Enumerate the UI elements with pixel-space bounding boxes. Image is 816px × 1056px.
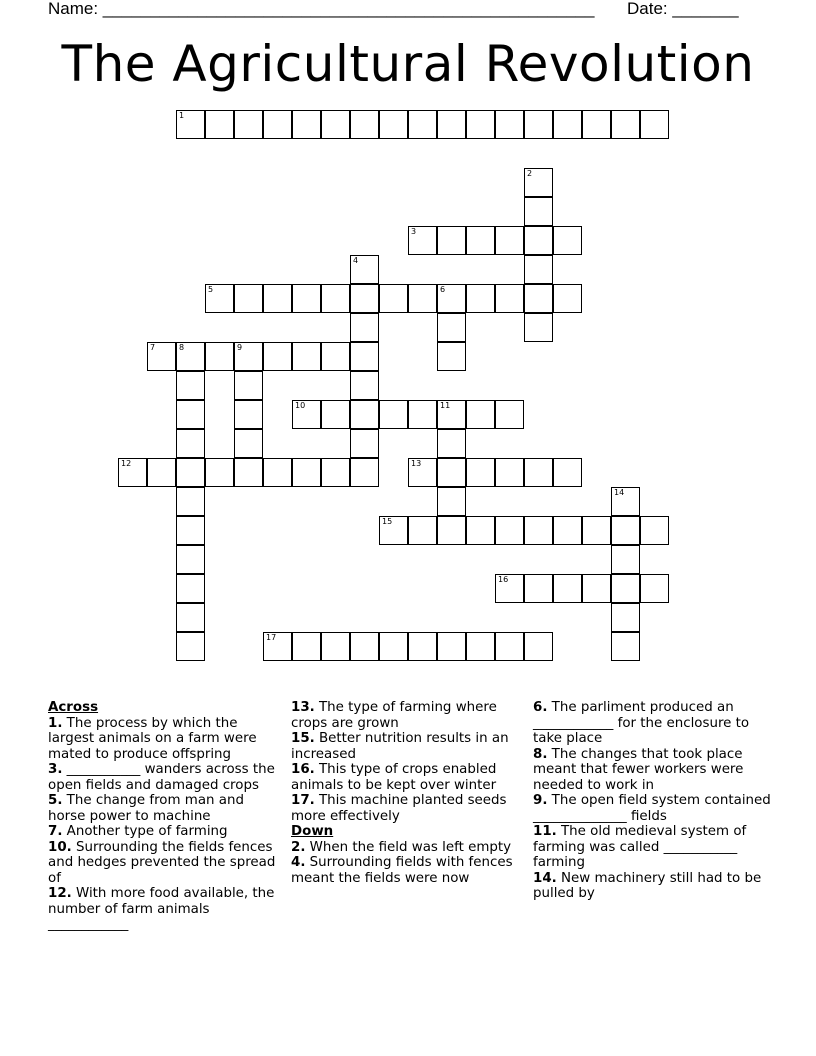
clue-number: 10. — [48, 839, 72, 855]
grid-cell[interactable] — [234, 110, 263, 139]
grid-cell[interactable] — [611, 603, 640, 632]
clue-number: 2. — [291, 839, 306, 855]
clue-number: 4. — [291, 855, 306, 870]
date-line[interactable]: Date: _______ — [627, 0, 739, 18]
cell-number: 8 — [179, 343, 185, 352]
grid-cell[interactable] — [176, 400, 205, 429]
grid-cell[interactable] — [524, 632, 553, 661]
clue-across-17 — [291, 793, 521, 824]
grid-cell[interactable] — [350, 284, 379, 313]
cell-number: 15 — [382, 517, 393, 526]
cell-number: 1 — [179, 111, 185, 120]
grid-cell[interactable] — [176, 632, 205, 661]
grid-cell[interactable] — [582, 110, 611, 139]
clue-number: 12. — [48, 886, 72, 901]
grid-cell[interactable] — [176, 429, 205, 458]
grid-cell[interactable] — [350, 342, 379, 371]
grid-cell[interactable] — [495, 284, 524, 313]
clue-text: Another type of farming — [66, 824, 228, 839]
grid-cell[interactable] — [524, 313, 553, 342]
clue-number: 1. — [48, 715, 63, 731]
clue-text: Better nutrition results in an increased — [291, 731, 509, 762]
grid-cell[interactable] — [263, 110, 292, 139]
grid-cell[interactable] — [321, 110, 350, 139]
cell-number: 17 — [266, 633, 277, 642]
name-line[interactable]: Name: ____________________________________________________ — [48, 0, 595, 18]
grid-cell[interactable] — [437, 284, 466, 313]
grid-cell[interactable] — [234, 371, 263, 400]
cell-number: 10 — [295, 401, 306, 410]
grid-cell[interactable] — [176, 487, 205, 516]
clue-number: 13. — [291, 700, 315, 715]
grid-cell[interactable] — [437, 110, 466, 139]
grid-cell[interactable] — [263, 284, 292, 313]
clue-number: 16. — [291, 762, 315, 777]
grid-cell[interactable] — [176, 371, 205, 400]
grid-cell[interactable] — [437, 429, 466, 458]
grid-cell[interactable] — [640, 110, 669, 139]
grid-cell[interactable] — [321, 632, 350, 661]
grid-cell[interactable] — [495, 400, 524, 429]
grid-cell[interactable] — [466, 226, 495, 255]
cell-number: 13 — [411, 459, 422, 468]
clue-text: The open field system contained ______________ fields — [533, 793, 771, 824]
grid-cell[interactable] — [234, 400, 263, 429]
clue-text: This type of crops enabled animals to be kept over winter — [291, 762, 497, 793]
grid-cell[interactable] — [437, 458, 466, 487]
cell-number: 6 — [440, 285, 446, 294]
grid-cell[interactable] — [408, 284, 437, 313]
grid-cell[interactable] — [437, 226, 466, 255]
grid-cell[interactable] — [582, 574, 611, 603]
grid-cell[interactable] — [466, 516, 495, 545]
grid-cell[interactable] — [611, 487, 640, 516]
clue-across-16 — [291, 762, 521, 793]
grid-cell[interactable] — [176, 342, 205, 371]
grid-cell[interactable] — [553, 516, 582, 545]
grid-cell[interactable] — [263, 632, 292, 661]
grid-cell[interactable] — [640, 516, 669, 545]
grid-cell[interactable] — [379, 632, 408, 661]
grid-cell[interactable] — [524, 197, 553, 226]
clue-text: The old medieval system of farming was called ___________ farming — [533, 824, 747, 870]
grid-cell[interactable] — [611, 516, 640, 545]
clue-number: 6. — [533, 700, 548, 715]
clue-number: 15. — [291, 731, 315, 746]
grid-cell[interactable] — [379, 400, 408, 429]
grid-cell[interactable] — [495, 516, 524, 545]
grid-cell[interactable] — [321, 400, 350, 429]
clue-down-4 — [291, 855, 521, 886]
grid-cell[interactable] — [292, 458, 321, 487]
grid-cell[interactable] — [495, 110, 524, 139]
grid-cell[interactable] — [524, 255, 553, 284]
grid-cell[interactable] — [437, 487, 466, 516]
clue-number: 11. — [533, 824, 557, 839]
grid-cell[interactable] — [611, 632, 640, 661]
grid-cell[interactable] — [263, 458, 292, 487]
grid-cell[interactable] — [176, 574, 205, 603]
clue-across-12 — [48, 886, 283, 933]
grid-cell[interactable] — [379, 284, 408, 313]
grid-cell[interactable] — [611, 574, 640, 603]
clue-number: 7. — [48, 824, 63, 839]
grid-cell[interactable] — [350, 400, 379, 429]
grid-cell[interactable] — [582, 516, 611, 545]
grid-cell[interactable] — [640, 574, 669, 603]
grid-cell[interactable] — [524, 110, 553, 139]
clue-text: The changes that took place meant that fewer workers were needed to work in — [533, 746, 744, 793]
clue-down-2 — [291, 840, 521, 856]
grid-cell[interactable] — [234, 458, 263, 487]
grid-cell[interactable] — [408, 632, 437, 661]
grid-cell[interactable] — [350, 255, 379, 284]
cell-number: 12 — [121, 459, 132, 468]
clue-text: The process by which the largest animals on a farm were mated to produce offspring — [48, 715, 257, 762]
grid-cell[interactable] — [350, 632, 379, 661]
grid-cell[interactable] — [437, 342, 466, 371]
grid-cell[interactable] — [292, 632, 321, 661]
grid-cell[interactable] — [553, 458, 582, 487]
grid-cell[interactable] — [321, 458, 350, 487]
grid-cell[interactable] — [263, 342, 292, 371]
cell-number: 4 — [353, 256, 359, 265]
grid-cell[interactable] — [350, 110, 379, 139]
grid-cell[interactable] — [234, 284, 263, 313]
clue-across-15 — [291, 731, 521, 762]
clue-across-10 — [48, 840, 283, 887]
grid-cell[interactable] — [466, 400, 495, 429]
grid-cell[interactable] — [437, 313, 466, 342]
clue-number: 17. — [291, 793, 315, 808]
grid-cell[interactable] — [495, 632, 524, 661]
grid-cell[interactable] — [408, 226, 437, 255]
grid-cell[interactable] — [350, 371, 379, 400]
grid-cell[interactable] — [437, 400, 466, 429]
clue-text: Surrounding the fields fences and hedges prevented the spread of — [48, 839, 276, 886]
clue-across-13 — [291, 700, 521, 731]
cell-number: 11 — [440, 401, 451, 410]
grid-cell[interactable] — [466, 458, 495, 487]
grid-cell[interactable] — [553, 226, 582, 255]
grid-cell[interactable] — [408, 400, 437, 429]
clue-number: 8. — [533, 746, 548, 762]
grid-cell[interactable] — [292, 110, 321, 139]
grid-cell[interactable] — [292, 284, 321, 313]
grid-cell[interactable] — [495, 226, 524, 255]
grid-cell[interactable] — [437, 516, 466, 545]
grid-cell[interactable] — [234, 342, 263, 371]
grid-cell[interactable] — [524, 226, 553, 255]
cell-number: 14 — [614, 488, 625, 497]
grid-cell[interactable] — [524, 458, 553, 487]
cell-number: 16 — [498, 575, 509, 584]
clue-text: ___________ wanders across the open fields and damaged crops — [48, 762, 275, 793]
clue-text: The parliment produced an ____________ for the enclosure to take place — [533, 700, 750, 746]
grid-cell[interactable] — [466, 632, 495, 661]
grid-cell[interactable] — [524, 516, 553, 545]
grid-cell[interactable] — [118, 458, 147, 487]
grid-cell[interactable] — [234, 429, 263, 458]
grid-cell[interactable] — [350, 458, 379, 487]
grid-cell[interactable] — [147, 342, 176, 371]
clue-number: 14. — [533, 870, 557, 886]
page-title: The Agricultural Revolution — [61, 35, 755, 93]
clue-down-14 — [533, 871, 773, 902]
grid-cell[interactable] — [524, 284, 553, 313]
clue-text: The change from man and horse power to machine — [48, 793, 244, 824]
grid-cell[interactable] — [495, 458, 524, 487]
cell-number: 7 — [150, 343, 156, 352]
grid-cell[interactable] — [176, 458, 205, 487]
grid-cell[interactable] — [611, 545, 640, 574]
grid-cell[interactable] — [321, 342, 350, 371]
grid-cell[interactable] — [176, 110, 205, 139]
grid-cell[interactable] — [408, 110, 437, 139]
grid-cell[interactable] — [553, 110, 582, 139]
grid-cell[interactable] — [205, 110, 234, 139]
grid-cell[interactable] — [292, 342, 321, 371]
clue-down-6 — [533, 700, 773, 747]
clue-down-8 — [533, 747, 773, 794]
clue-down-11 — [533, 824, 773, 871]
clue-number: 3. — [48, 762, 63, 777]
clues-column-3 — [533, 700, 773, 902]
cell-number: 5 — [208, 285, 214, 294]
grid-cell[interactable] — [524, 168, 553, 197]
grid-cell[interactable] — [553, 574, 582, 603]
clue-across-5 — [48, 793, 283, 824]
grid-cell[interactable] — [379, 516, 408, 545]
clue-text: New machinery still had to be pulled by — [533, 870, 762, 901]
grid-cell[interactable] — [292, 400, 321, 429]
clue-across-1 — [48, 716, 283, 763]
clue-text: This machine planted seeds more effectively — [291, 793, 507, 824]
clue-number: 9. — [533, 793, 548, 808]
grid-cell[interactable] — [176, 603, 205, 632]
clue-down-9 — [533, 793, 773, 824]
grid-cell[interactable] — [176, 545, 205, 574]
clues-column-1 — [48, 700, 283, 933]
grid-cell[interactable] — [408, 458, 437, 487]
clue-text: Surrounding fields with fences meant the fields were now — [291, 855, 513, 886]
grid-cell[interactable] — [553, 284, 582, 313]
grid-cell[interactable] — [495, 574, 524, 603]
grid-cell[interactable] — [408, 516, 437, 545]
grid-cell[interactable] — [350, 313, 379, 342]
clue-across-7 — [48, 824, 283, 840]
grid-cell[interactable] — [147, 458, 176, 487]
clue-text: When the field was left empty — [309, 839, 512, 855]
clue-number: 5. — [48, 793, 63, 808]
grid-cell[interactable] — [379, 110, 408, 139]
grid-cell[interactable] — [205, 342, 234, 371]
cell-number: 3 — [411, 227, 417, 236]
grid-cell[interactable] — [176, 516, 205, 545]
grid-cell[interactable] — [350, 429, 379, 458]
grid-cell[interactable] — [524, 574, 553, 603]
clue-across-3 — [48, 762, 283, 793]
grid-cell[interactable] — [321, 284, 350, 313]
grid-cell[interactable] — [466, 110, 495, 139]
grid-cell[interactable] — [466, 284, 495, 313]
clue-text: The type of farming where crops are grown — [291, 700, 497, 731]
grid-cell[interactable] — [205, 284, 234, 313]
across-header: Across — [48, 700, 99, 715]
down-header: Down — [291, 824, 334, 839]
grid-cell[interactable] — [205, 458, 234, 487]
clues-column-2 — [291, 700, 521, 886]
clue-text: With more food available, the number of farm animals ____________ — [48, 886, 275, 932]
grid-cell[interactable] — [437, 632, 466, 661]
grid-cell[interactable] — [611, 110, 640, 139]
cell-number: 9 — [237, 343, 243, 352]
cell-number: 2 — [527, 169, 533, 178]
